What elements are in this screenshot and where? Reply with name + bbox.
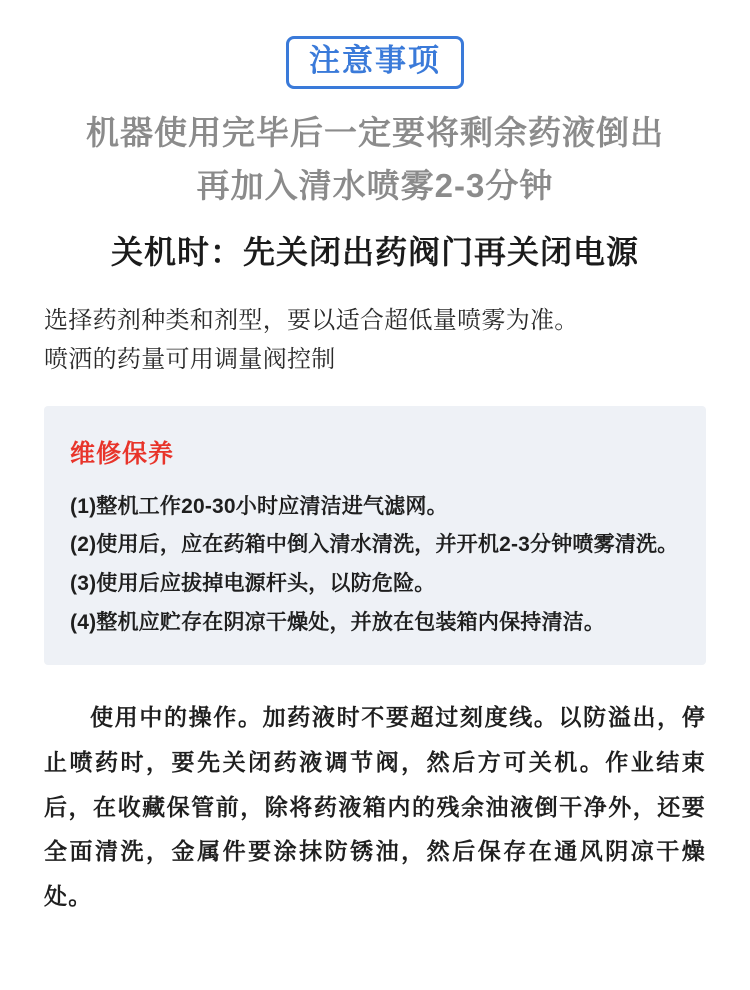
list-item: (2)使用后，应在药箱中倒入清水清洗，并开机2-3分钟喷雾清洗。 <box>70 533 679 557</box>
list-item: (4)整机应贮存在阴凉干燥处，并放在包装箱内保持清洁。 <box>70 611 606 635</box>
headline-line-1: 机器使用完毕后一定要将剩余药液倒出 <box>86 114 664 152</box>
list-item: (3)使用后应拔掉电源杆头，以防危险。 <box>70 572 436 596</box>
emphasis-line: 关机时：先关闭出药阀门再关闭电源 <box>110 234 639 271</box>
title-container <box>44 0 706 89</box>
maintenance-heading: 维修保养 <box>70 439 175 468</box>
headline-line-2: 再加入清水喷雾2-3分钟 <box>196 166 554 204</box>
instruction-line-1: 选择药剂种类和剂型，要以适合超低量喷雾为准。 <box>44 306 579 334</box>
instruction-paragraph <box>44 302 706 380</box>
maintenance-panel <box>44 406 706 665</box>
closing-paragraph: 使用中的操作。加药液时不要超过刻度线。以防溢出，停止喷药时，要先关闭药液调节阀，然后方可关机。作业结束后，在收藏保管前，除将药液箱内的残余油液倒干净外，还要全面清洗，金属件要涂抹防锈油，然后保存在通风阴凉干燥处。 <box>44 703 706 910</box>
instruction-line-2: 喷洒的药量可用调量阀控制 <box>44 345 336 373</box>
page-title: 注意事项 <box>286 36 464 89</box>
list-item: (1)整机工作20-30小时应清洁进气滤网。 <box>70 494 448 518</box>
